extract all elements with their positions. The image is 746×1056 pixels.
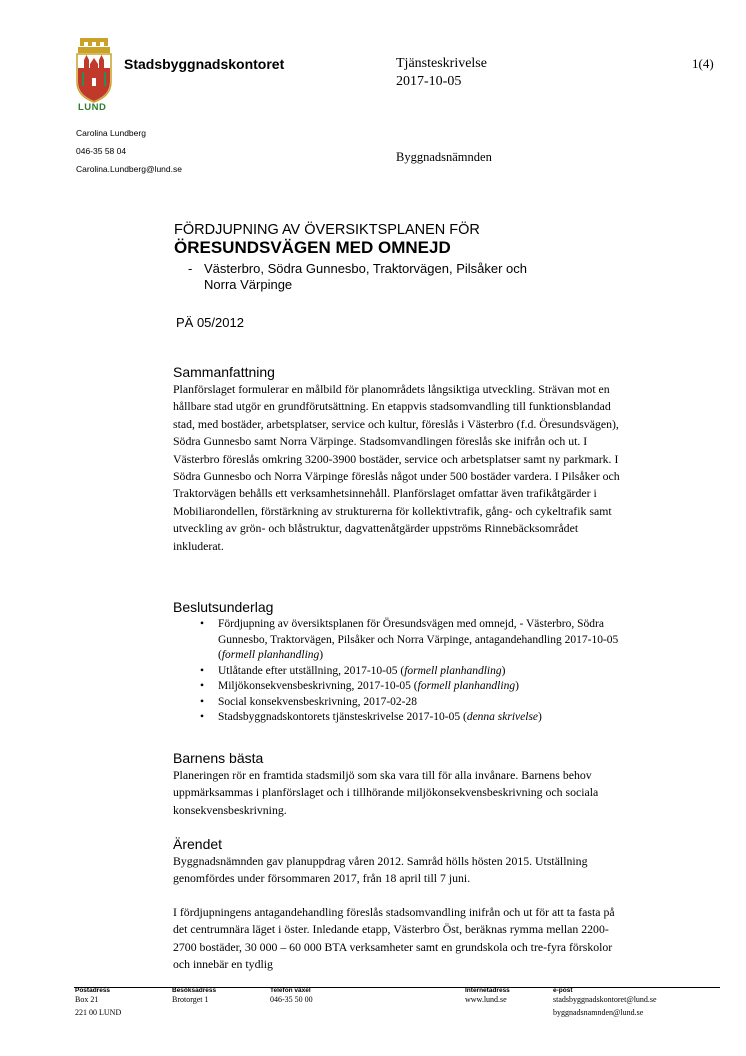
title-line-2: ÖRESUNDSVÄGEN MED OMNEJD: [174, 238, 451, 257]
reference-number: PÄ 05/2012: [176, 315, 244, 330]
children-heading: Barnens bästa: [173, 750, 264, 766]
page-number: 1(4): [692, 56, 714, 71]
list-item: • Stadsbyggnadskontorets tjänsteskrivelse 2017-10-05 (denna skrivelse): [173, 710, 643, 726]
footer-postal-label: Postadress: [75, 987, 111, 994]
matter-paragraph-2: I fördjupningens antagandehandling föreslås stadsomvandling inifrån och ut för att ta fasta på det centrumnära läget i öster. Inledande etapp, Västerbro Öst, beräknas rymma mellan 2200-2700 bostäder, 30 000 – 60 000 BTA verksamheter samt en grundskola och tre-fyra förskolor och innebär en tydlig: [173, 904, 615, 972]
logo-caption: LUND: [78, 102, 107, 113]
footer-visit-label: Besöksadress: [172, 987, 217, 994]
basis-heading: Beslutsunderlag: [173, 599, 274, 615]
summary-heading: Sammanfattning: [173, 364, 275, 380]
subtitle-dash: -: [188, 261, 193, 276]
footer-web-link[interactable]: www.lund.se: [465, 995, 507, 1004]
list-item: • Miljökonsekvensbeskrivning, 2017-10-05 (formell planhandling): [173, 679, 643, 695]
footer-postal-line-2: 221 00 LUND: [75, 1008, 122, 1017]
matter-paragraph-1: Byggnadsnämnden gav planuppdrag våren 2012. Samråd hölls hösten 2015. Utställning genomfördes under försommaren 2017, från 18 april till 7 juni.: [173, 854, 588, 886]
summary-paragraph: Planförslaget formulerar en målbild för planområdets långsiktiga utveckling. Strävan mot en hållbare stad utgör en grundförutsättning. En etappvis stadsomvandling till funktionsblandad stad, med bostäder, arbetsplatser, service och kultur, föreslås i Västerbro (f.d. Öresundsvägen), Södra Gunnesbo samt Norra Värpinge. Stadsomvandlingen föreslås ske inifrån och ut. I Västerbro föreslås omkring 3200-3900 bostäder, service och arbetsplatser samt ny parkmark. I Södra Gunnesbo och Norra Värpinge föreslås något under 500 bostäder vardera. I Pilsåker och Traktorvägen behålls ett verksamhetsinnehåll. Planförslaget omfattar även trafikåtgärder i Mobiliarondellen, förstärkning av strukturerna för kollektivtrafik, gång- och cykeltrafik samt utveckling av grön- och blåstruktur, dagvattenåtgärder uppströms Rinnebäcksområdet inkluderat.: [173, 382, 620, 553]
footer-email-link-1[interactable]: stadsbyggnadskontoret@lund.se: [553, 995, 657, 1004]
basis-list-container: [173, 617, 643, 726]
recipient: Byggnadsnämnden: [396, 150, 492, 164]
footer-postal-line-1: Box 21: [75, 995, 99, 1004]
footer-divider: [74, 987, 720, 988]
matter-text: [173, 853, 625, 973]
list-item: • Social konsekvensbeskrivning, 2017-02-28: [173, 695, 643, 711]
summary-text: [173, 381, 625, 555]
lund-logo: [74, 38, 114, 114]
list-item: • Utlåtande efter utställning, 2017-10-05 (formell planhandling): [173, 664, 643, 680]
footer-visit-value: Brotorget 1: [172, 995, 209, 1004]
contact-email: Carolina.Lundberg@lund.se: [76, 164, 182, 174]
list-item: • Fördjupning av översiktsplanen för Öresundsvägen med omnejd, - Västerbro, Södra Gunnesbo, Traktorvägen, Pilsåker och Norra Värpinge, antagandehandling 2017-10-05 (formell planhandling): [173, 617, 643, 664]
doc-date: 2017-10-05: [396, 74, 462, 89]
footer-phone-value: 046-35 50 00: [270, 995, 313, 1004]
contact-name: Carolina Lundberg: [76, 128, 146, 138]
footer-email-link-2[interactable]: byggnadsnamnden@lund.se: [553, 1008, 644, 1017]
subtitle-text: Västerbro, Södra Gunnesbo, Traktorvägen, Pilsåker och Norra Värpinge: [204, 261, 528, 292]
footer-email-label: e-post: [553, 987, 573, 994]
footer-phone-label: Telefon växel: [270, 987, 311, 994]
children-paragraph: Planeringen rör en framtida stadsmiljö som ska vara till för alla invånare. Barnens behov uppmärksammas i planförslaget och i tillhörande miljökonsekvensbeskrivning och sociala konsekvensbeskrivning.: [173, 768, 599, 817]
footer-web-label: Internetadress: [465, 987, 510, 994]
subtitle: [188, 261, 528, 293]
contact-phone: 046-35 58 04: [76, 146, 127, 156]
matter-heading: Ärendet: [173, 836, 223, 852]
org-name: Stadsbyggnadskontoret: [124, 56, 285, 72]
basis-list: [173, 617, 643, 726]
title-line-1: FÖRDJUPNING AV ÖVERSIKTSPLANEN FÖR: [174, 222, 480, 238]
doc-type: Tjänsteskrivelse: [396, 56, 487, 71]
children-text: [173, 767, 625, 819]
